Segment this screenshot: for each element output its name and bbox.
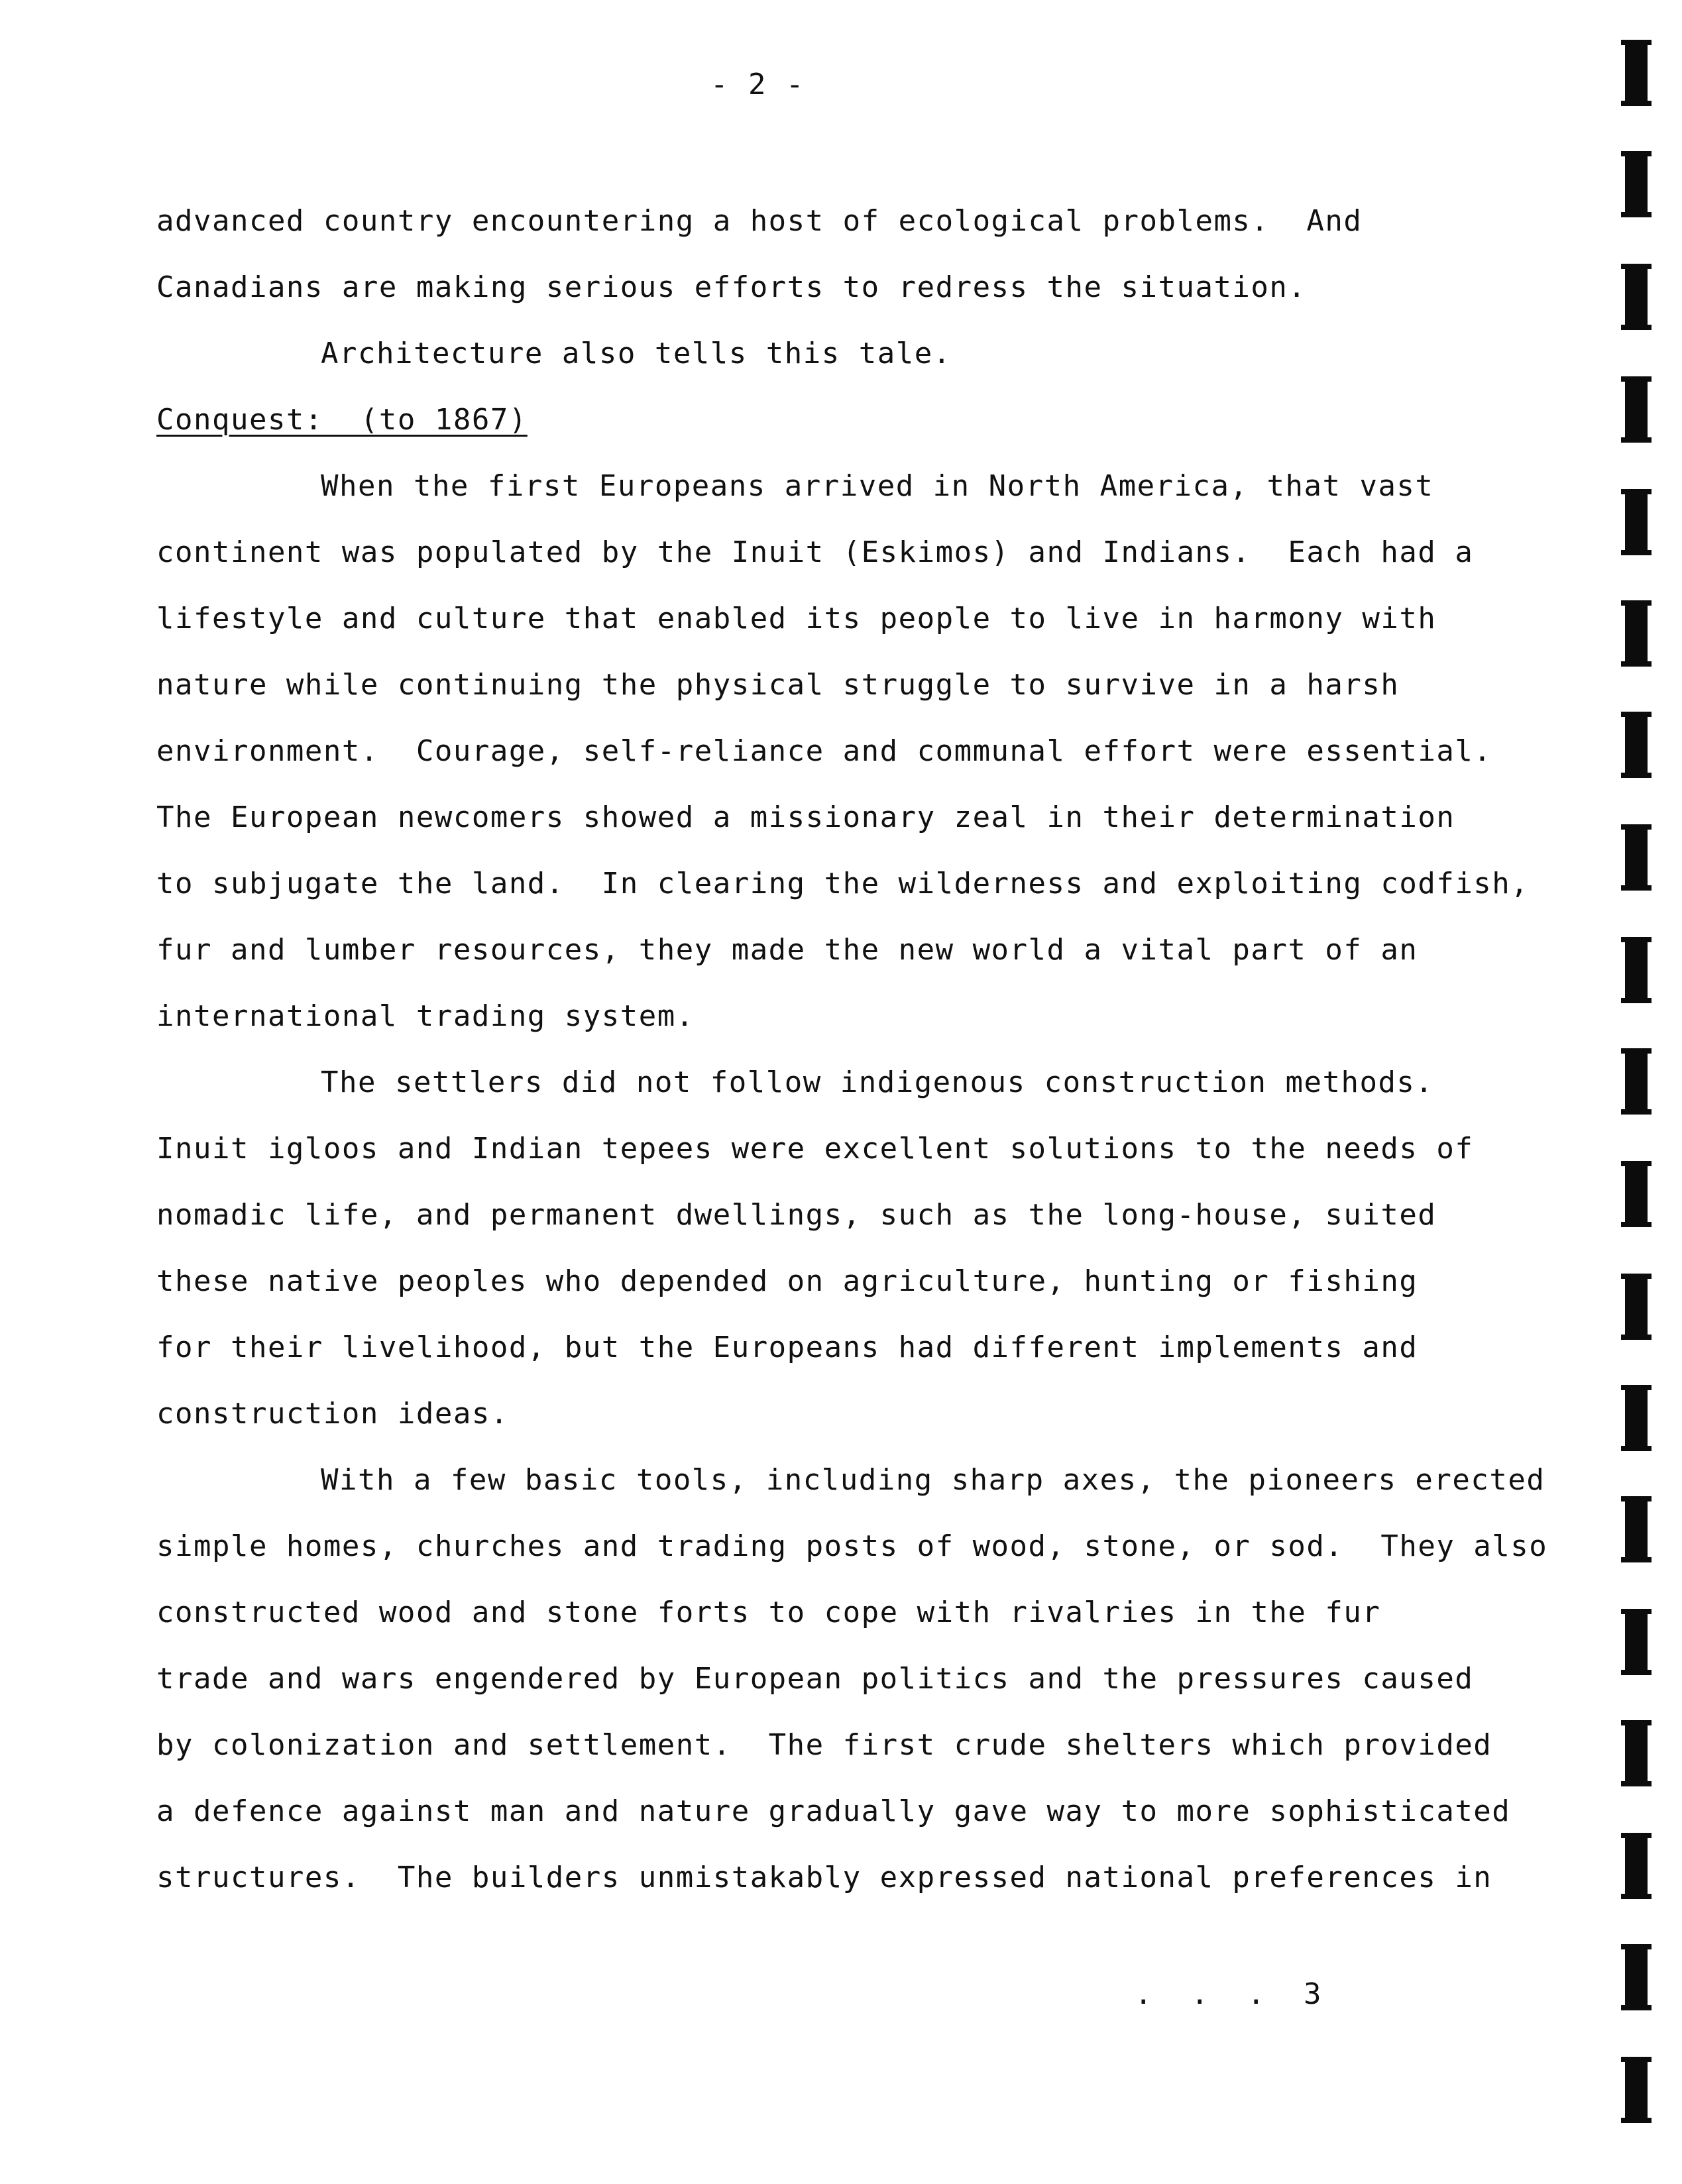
- text-line: structures. The builders unmistakably expressed national preferences in: [156, 1861, 1492, 1894]
- text-line: a defence against man and nature gradually gave way to more sophisticated: [156, 1794, 1511, 1828]
- text-line: constructed wood and stone forts to cope with rivalries in the fur: [156, 1596, 1381, 1629]
- binding-hole: [1625, 1274, 1648, 1340]
- text-line: nomadic life, and permanent dwellings, such as the long-house, suited: [156, 1198, 1437, 1232]
- binding-hole: [1625, 151, 1648, 217]
- binding-hole: [1625, 600, 1648, 667]
- binding-hole: [1625, 489, 1648, 555]
- text-line: these native peoples who depended on agriculture, hunting or fishing: [156, 1264, 1418, 1298]
- binding-hole: [1625, 1720, 1648, 1786]
- binding-hole: [1625, 1048, 1648, 1115]
- binding-hole: [1625, 712, 1648, 778]
- text-line: simple homes, churches and trading posts of wood, stone, or sod. They also: [156, 1529, 1548, 1563]
- text-line: nature while continuing the physical struggle to survive in a harsh: [156, 668, 1400, 702]
- text-line: trade and wars engendered by European politics and the pressures caused: [156, 1662, 1474, 1696]
- binding-hole: [1625, 1833, 1648, 1899]
- text-line: for their livelihood, but the Europeans had different implements and: [156, 1331, 1418, 1364]
- binding-hole: [1625, 824, 1648, 891]
- text-line: construction ideas.: [156, 1397, 509, 1431]
- text-line: to subjugate the land. In clearing the wilderness and exploiting codfish,: [156, 867, 1530, 901]
- binding-hole: [1625, 264, 1648, 330]
- text-line: Canadians are making serious efforts to redress the situation.: [156, 270, 1307, 304]
- text-line: Inuit igloos and Indian tepees were excellent solutions to the needs of: [156, 1132, 1474, 1166]
- binding-hole: [1625, 1944, 1648, 2010]
- text-line: fur and lumber resources, they made the new world a vital part of an: [156, 933, 1418, 967]
- text-line: The settlers did not follow indigenous construction methods.: [321, 1065, 1434, 1099]
- binding-hole: [1625, 40, 1648, 106]
- continuation-marker: . . . 3: [1135, 1977, 1332, 2011]
- text-line: When the first Europeans arrived in North America, that vast: [321, 469, 1434, 503]
- text-line: by colonization and settlement. The first crude shelters which provided: [156, 1728, 1492, 1762]
- text-line: advanced country encountering a host of ecological problems. And: [156, 204, 1363, 238]
- page-number: - 2 -: [710, 68, 805, 101]
- text-line: With a few basic tools, including sharp axes, the pioneers erected: [321, 1463, 1545, 1497]
- binding-hole: [1625, 1161, 1648, 1227]
- text-line: international trading system.: [156, 999, 695, 1033]
- text-line: continent was populated by the Inuit (Eskimos) and Indians. Each had a: [156, 535, 1474, 569]
- binding-hole: [1625, 937, 1648, 1003]
- binding-hole: [1625, 1609, 1648, 1675]
- text-line: The European newcomers showed a missionary zeal in their determination: [156, 800, 1455, 834]
- binding-hole: [1625, 1496, 1648, 1562]
- binding-hole: [1625, 1385, 1648, 1451]
- text-line: Architecture also tells this tale.: [321, 337, 952, 370]
- text-line: lifestyle and culture that enabled its people to live in harmony with: [156, 602, 1437, 635]
- binding-hole: [1625, 2057, 1648, 2123]
- binding-hole: [1625, 376, 1648, 443]
- section-heading: Conquest: (to 1867): [156, 403, 528, 437]
- text-line: environment. Courage, self-reliance and communal effort were essential.: [156, 734, 1492, 768]
